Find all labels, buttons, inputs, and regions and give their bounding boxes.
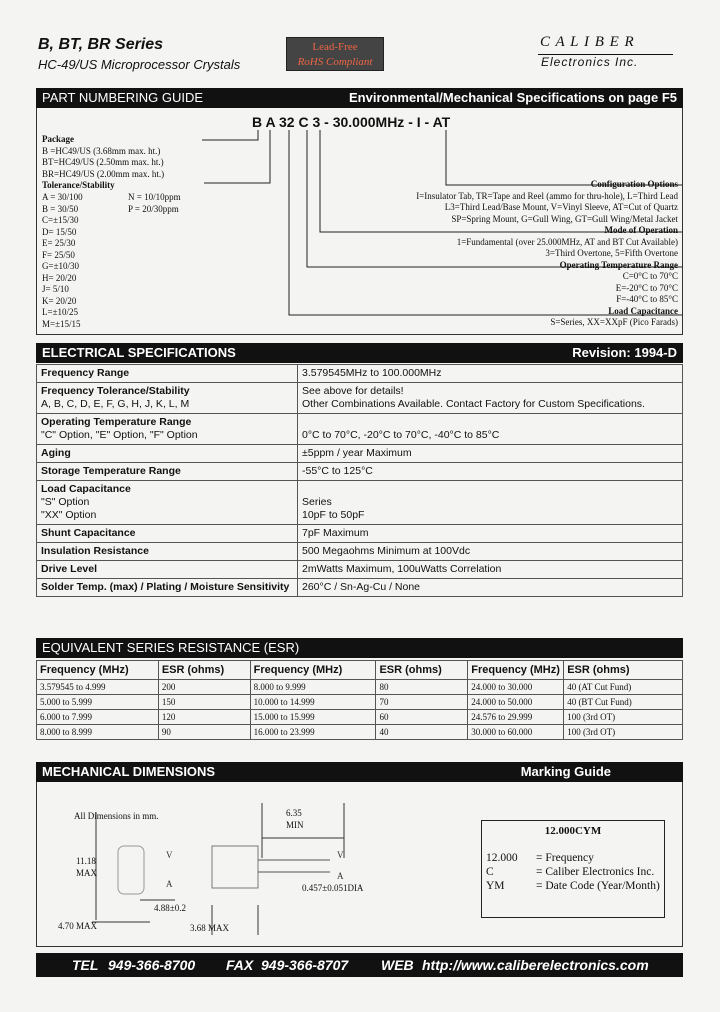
marking-code: 12.000CYM (544, 825, 602, 837)
rohs-badge-line1: Lead-Free (312, 41, 358, 53)
code-dash: - (424, 114, 430, 130)
spec-value: 260°C / Sn-Ag-Cu / None (302, 581, 421, 593)
code-at: AT (432, 114, 451, 130)
spec-label: Frequency Range (41, 367, 130, 379)
esr-column-header: Frequency (MHz) (250, 661, 376, 680)
code-freq: - 30.000MHz - (324, 114, 413, 130)
spec-label: Solder Temp. (max) / Plating / Moisture Sensitivity (41, 581, 290, 593)
spec-value: 0°C to 70°C, -20°C to 70°C, -40°C to 85°C (302, 429, 500, 441)
temp-line: F=-40°C to 85°C (616, 294, 678, 304)
spec-value: 500 Megaohms Minimum at 100Vdc (302, 545, 471, 557)
esr-cell: 100 (3rd OT) (564, 725, 683, 740)
marking-guide-box (481, 820, 665, 918)
arrow-marker: V (337, 850, 344, 860)
esr-cell: 40 (376, 725, 468, 740)
esr-cell: 8.000 to 8.999 (37, 725, 159, 740)
package-line: BR=HC49/US (2.00mm max. ht.) (42, 168, 165, 179)
dim-pitch: 4.88±0.2 (154, 903, 186, 913)
esr-cell: 15.000 to 15.999 (250, 710, 376, 725)
dim-depth: 3.68 MAX (190, 923, 230, 933)
code-3: 3 (312, 114, 321, 130)
web-link[interactable]: http://www.caliberelectronics.com (422, 957, 649, 973)
esr-cell: 150 (158, 695, 250, 710)
esr-cell: 6.000 to 7.999 (37, 710, 159, 725)
spec-value: Series (302, 496, 332, 508)
tolerance-item: B = 30/50 (42, 203, 79, 214)
temp-title: Operating Temperature Range (559, 259, 678, 270)
esr-column-header: Frequency (MHz) (37, 661, 159, 680)
esr-cell: 24.000 to 30.000 (468, 680, 564, 695)
esr-cell: 40 (BT Cut Fund) (564, 695, 683, 710)
web-label: WEB (381, 957, 414, 973)
marking-row (482, 865, 664, 879)
esr-cell: 30.000 to 60.000 (468, 725, 564, 740)
marking-value: = Date Code (Year/Month) (536, 880, 660, 892)
crystal-body-outline (118, 846, 144, 894)
arrow-marker: A (166, 879, 173, 889)
config-line: SP=Spring Mount, G=Gull Wing, GT=Gull Wing/Metal Jacket (451, 213, 678, 224)
esr-column-header: ESR (ohms) (158, 661, 250, 680)
marking-value: = Caliber Electronics Inc. (536, 866, 655, 878)
tolerance-item: K= 20/20 (42, 295, 77, 306)
spec-sublabel: "XX" Option (41, 509, 97, 521)
dim-lead: 6.35 (286, 808, 302, 818)
brand-subtitle: Electronics Inc. (541, 55, 639, 69)
marking-row (482, 879, 664, 893)
dim-height-max: MAX (76, 868, 98, 878)
dim-dia: 0.457±0.051DIA (302, 883, 364, 893)
marking-key: YM (486, 880, 505, 892)
tolerance-item: N = 10/10ppm (128, 192, 181, 202)
tolerance-item: G=±10/30 (42, 261, 80, 271)
tolerance-item: H= 20/20 (42, 272, 77, 283)
esr-cell: 8.000 to 9.999 (250, 680, 376, 695)
dim-lead-min: MIN (286, 820, 304, 830)
spec-value: 3.579545MHz to 100.000MHz (302, 367, 442, 379)
spec-value: 7pF Maximum (302, 527, 369, 539)
series-subtitle: HC-49/US Microprocessor Crystals (38, 57, 241, 72)
esr-cell: 90 (158, 725, 250, 740)
arrow-marker: V (166, 850, 173, 860)
esr-cell: 40 (AT Cut Fund) (564, 680, 683, 695)
dim-width: 4.70 MAX (58, 921, 98, 931)
esr-cell: 5.000 to 5.999 (37, 695, 159, 710)
config-title: Configuration Options (590, 179, 678, 189)
tolerance-item: E= 25/30 (42, 238, 76, 248)
esr-cell: 120 (158, 710, 250, 725)
fax-label: FAX (226, 957, 254, 973)
footer-bar (36, 953, 683, 977)
esr-cell: 10.000 to 14.999 (250, 695, 376, 710)
revision: Revision: 1994-D (572, 345, 677, 360)
spec-label: Load Capacitance (41, 483, 131, 495)
arrow-marker: A (337, 871, 344, 881)
spec-label: Shunt Capacitance (41, 527, 136, 539)
marking-key: 12.000 (486, 852, 518, 864)
esr-cell: 100 (3rd OT) (564, 710, 683, 725)
mode-line: 3=Third Overtone, 5=Fifth Overtone (545, 248, 678, 258)
esr-cell: 16.000 to 23.999 (250, 725, 376, 740)
spec-label: Frequency Tolerance/Stability (41, 385, 190, 397)
spec-label: Operating Temperature Range (41, 416, 192, 428)
esr-cell: 200 (158, 680, 250, 695)
dims-note: All Dimensions in mm. (74, 811, 159, 821)
esr-title: EQUIVALENT SERIES RESISTANCE (ESR) (42, 640, 300, 655)
esr-cell: 24.576 to 29.999 (468, 710, 564, 725)
spec-label: Insulation Resistance (41, 545, 149, 557)
brand-name: C A L I B E R (540, 34, 635, 50)
marking-value: = Frequency (536, 852, 594, 864)
tolerance-item: A = 30/100 (42, 192, 83, 202)
electrical-title: ELECTRICAL SPECIFICATIONS (42, 345, 236, 360)
env-mech-ref: Environmental/Mechanical Specifications on page F5 (349, 90, 677, 105)
spec-value: Other Combinations Available. Contact Factory for Custom Specifications. (302, 398, 645, 410)
esr-column-header: Frequency (MHz) (468, 661, 564, 680)
part-numbering-title: PART NUMBERING GUIDE (42, 90, 204, 105)
mechanical-title: MECHANICAL DIMENSIONS (42, 764, 216, 779)
spec-label: Aging (41, 447, 71, 459)
temp-line: C=0°C to 70°C (622, 271, 678, 281)
spec-sublabel: "S" Option (41, 496, 90, 508)
marking-guide-title: Marking Guide (520, 764, 611, 779)
temp-line: E=-20°C to 70°C (615, 282, 678, 293)
marking-key: C (486, 866, 494, 878)
load-line: S=Series, XX=XXpF (Pico Farads) (550, 317, 678, 327)
spec-value: 10pF to 50pF (302, 509, 365, 521)
config-line: I=Insulator Tab, TR=Tape and Reel (ammo for thru-hole), L=Third Lead (416, 190, 678, 201)
code-i: I (416, 114, 421, 130)
tolerance-title: Tolerance/Stability (42, 180, 115, 190)
tolerance-item: F= 25/50 (42, 249, 75, 260)
crystal-side-body (212, 846, 258, 888)
spec-value: 2mWatts Maximum, 100uWatts Correlation (302, 563, 502, 575)
esr-cell: 60 (376, 710, 468, 725)
rohs-badge-line2: RoHS Compliant (297, 56, 373, 68)
spec-sublabel: "C" Option, "E" Option, "F" Option (41, 429, 198, 441)
spec-value: -55°C to 125°C (302, 465, 373, 477)
package-line: B =HC49/US (3.68mm max. ht.) (42, 145, 161, 156)
esr-column-header: ESR (ohms) (376, 661, 468, 680)
tolerance-item: C=±15/30 (42, 215, 79, 225)
code-32: 32 (278, 114, 295, 130)
spec-sublabel: A, B, C, D, E, F, G, H, J, K, L, M (41, 398, 190, 410)
mode-line: 1=Fundamental (over 25.000MHz, AT and BT Cut Available) (456, 236, 678, 247)
tel-number[interactable]: 949-366-8700 (108, 957, 196, 973)
tolerance-item: D= 15/50 (42, 226, 77, 237)
tolerance-item: P = 20/30ppm (128, 203, 179, 214)
tolerance-item: J= 5/10 (42, 284, 69, 294)
dim-height: 11.18 (76, 856, 96, 866)
spec-label: Drive Level (41, 563, 98, 575)
esr-column-header: ESR (ohms) (564, 661, 683, 680)
package-line: BT=HC49/US (2.50mm max. ht.) (42, 157, 164, 167)
fax-number[interactable]: 949-366-8707 (261, 957, 349, 973)
esr-cell: 70 (376, 695, 468, 710)
code-b: B (252, 114, 263, 130)
code-c: C (298, 114, 309, 130)
esr-cell: 3.579545 to 4.999 (37, 680, 159, 695)
series-title: B, BT, BR Series (38, 36, 164, 53)
code-a: A (265, 114, 276, 130)
load-title: Load Capacitance (608, 305, 678, 316)
esr-cell: 80 (376, 680, 468, 695)
tolerance-item: M=±15/15 (42, 318, 81, 329)
package-title: Package (42, 134, 74, 144)
tel-label: TEL (72, 957, 99, 973)
esr-cell: 24.000 to 50.000 (468, 695, 564, 710)
spec-value: See above for details! (302, 385, 404, 397)
tolerance-item: L=±10/25 (42, 307, 79, 317)
spec-value: ±5ppm / year Maximum (302, 447, 412, 459)
spec-label: Storage Temperature Range (41, 465, 181, 477)
marking-row (482, 851, 664, 865)
config-line: L3=Third Lead/Base Mount, V=Vinyl Sleeve, AT=Cut of Quartz (444, 202, 678, 212)
mode-title: Mode of Operation (604, 225, 678, 235)
